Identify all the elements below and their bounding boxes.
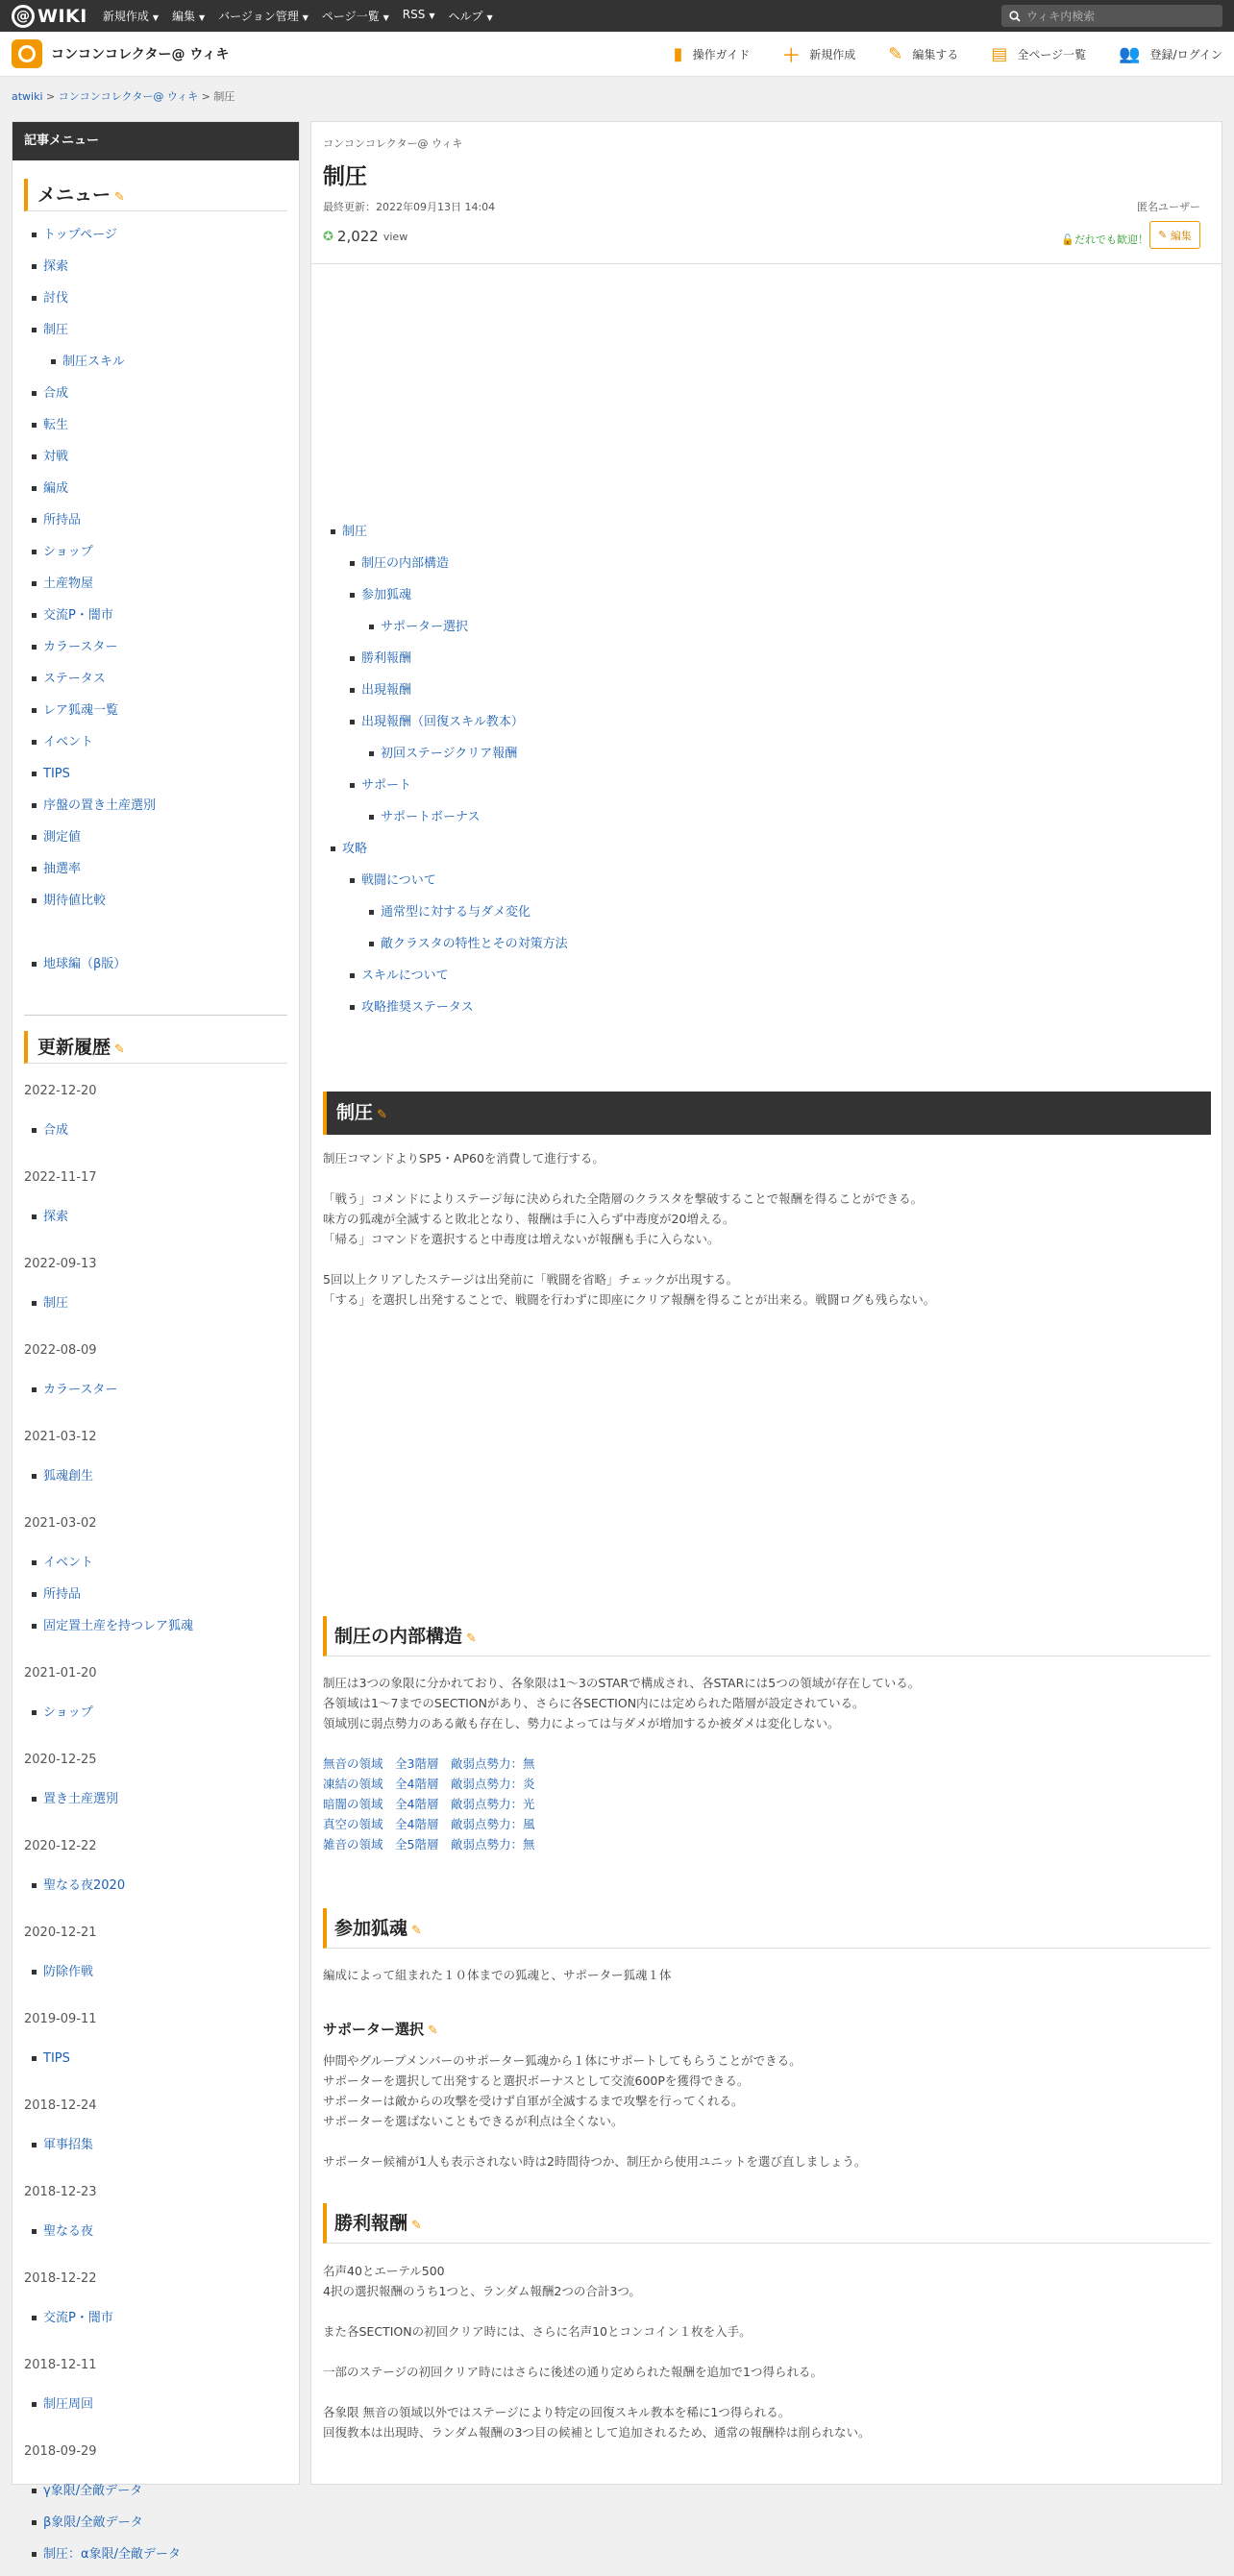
text-line (323, 2301, 870, 2321)
text-line: 領域別に弱点勢力のある敵も存在し、勢力によっては与ダメが増加するか被ダメは変化しない。 (323, 1716, 840, 1730)
toc-item[interactable] (331, 807, 568, 839)
history-item[interactable] (12, 1553, 299, 1584)
history-item[interactable] (12, 1207, 299, 1239)
sidebar (12, 121, 300, 2562)
history-items (12, 2481, 299, 2576)
section-text: 編成によって組まれた１０体までの狐魂と、サポーター狐魂１体 (323, 1968, 672, 1982)
toc-link[interactable]: 初回ステージクリア報酬 (381, 747, 518, 761)
plus-icon: ＋ (782, 45, 801, 66)
site-name[interactable]: コンコンコレクター@ ウィキ (51, 47, 230, 62)
toc-item[interactable] (331, 744, 568, 775)
sidebar-menu-link[interactable]: 期待値比較 (43, 894, 107, 908)
history-item[interactable] (12, 2394, 299, 2426)
toc-item[interactable] (331, 553, 568, 585)
sidebar-menu-link[interactable]: 交流P・闇市 (43, 608, 113, 623)
sidebar-menu-item[interactable] (12, 257, 299, 288)
toc-link[interactable]: スキルについて (361, 969, 449, 983)
history-link[interactable]: 交流P・闇市 (43, 2311, 113, 2325)
sidebar-menu-item[interactable] (12, 478, 299, 510)
toc-link[interactable]: 攻略推奨ステータス (361, 1000, 474, 1015)
history-item[interactable] (12, 1962, 299, 1994)
heading-label: サポーター選択 (323, 2021, 425, 2038)
section-text (323, 1148, 935, 1310)
text-line: 「する」を選択し出発することで、戦闘を行わずに即座にクリア報酬を得ることが出来る。戦闘ログも残らない。 (323, 1292, 936, 1307)
section-heading-structure (323, 1616, 1211, 1656)
history-item[interactable] (12, 1789, 299, 1821)
text-line: 各領域は1～7までのSECTIONがあり、さらに各SECTION内には定められた階層が設定されている。 (323, 1696, 865, 1710)
text-line: 制圧は3つの象限に分かれており、各象限は1～3のSTARで構成され、各STARには5つの領域が存在している。 (323, 1676, 921, 1690)
text-line (323, 2382, 870, 2402)
nav-label: ヘルプ (448, 10, 483, 23)
pencil-icon: ✎ (888, 44, 903, 64)
text-line: 仲間やグループメンバーのサポーター狐魂から１体にサポートしてもらうことができる。 (323, 2053, 802, 2068)
menu-heading (24, 179, 287, 211)
history-link[interactable]: 軍事招集 (43, 2138, 94, 2152)
history-item[interactable] (12, 1703, 299, 1734)
tool-label: 操作ガイド (692, 48, 751, 61)
history-link[interactable]: γ象限/全敵データ (43, 2484, 143, 2498)
history-link[interactable]: 聖なる夜 (43, 2224, 94, 2239)
toc-link[interactable]: 戦闘について (361, 873, 436, 888)
search-input[interactable] (1026, 10, 1209, 23)
subsection-heading-supporter (323, 2019, 438, 2039)
sidebar-menu-link[interactable]: ショップ (43, 545, 93, 559)
history-items (12, 1120, 299, 1152)
history-date: 2021-03-12 (24, 1430, 97, 1444)
history-item[interactable] (12, 2135, 299, 2167)
history-items (12, 2394, 299, 2426)
tool-label: 編集する (912, 48, 959, 61)
sidebar-menu-link[interactable]: 抽選率 (43, 862, 82, 876)
atwiki-logo[interactable] (12, 5, 87, 28)
sidebar-heading: 記事メニュー (12, 122, 299, 160)
history-link[interactable]: 制圧：α象限/全敵データ (43, 2547, 181, 2562)
main-content (310, 121, 1222, 2485)
history-link[interactable]: 制圧周回 (43, 2397, 94, 2412)
history-date: 2018-12-11 (24, 2358, 97, 2372)
text-line: 味方の狐魂が全滅すると敗北となり、報酬は手に入らず中毒度が20増える。 (323, 1212, 735, 1226)
toc-item[interactable] (331, 871, 568, 902)
sidebar-menu-link[interactable]: 所持品 (43, 513, 82, 527)
toc-link[interactable]: 制圧の内部構造 (361, 556, 450, 571)
sidebar-menu-item[interactable] (12, 574, 299, 605)
history-date: 2018-09-29 (24, 2444, 97, 2459)
text-line: 暗闇の領域 全4階層 敵弱点勢力：光 (323, 1797, 535, 1811)
history-item[interactable] (12, 1616, 299, 1648)
sidebar-menu-link[interactable]: 転生 (43, 418, 69, 432)
history-link[interactable]: 探索 (43, 1210, 69, 1224)
pencil-icon[interactable]: ✎ (428, 2024, 438, 2038)
sidebar-menu-link[interactable]: 討伐 (43, 291, 69, 306)
caret-down-icon: ▼ (486, 13, 493, 22)
sidebar-menu-item[interactable] (12, 510, 299, 542)
nav-edit[interactable] (172, 8, 205, 24)
pencil-icon[interactable]: ✎ (114, 1043, 125, 1057)
nav-create[interactable] (103, 8, 159, 24)
toc-link[interactable]: 攻略 (342, 842, 368, 856)
history-date: 2020-12-25 (24, 1753, 97, 1767)
text-line: サポーターを選ばないこともできるが利点は全くない。 (323, 2114, 624, 2128)
toc-item[interactable] (331, 902, 568, 934)
toc-link[interactable]: サポーター選択 (381, 620, 469, 634)
heading-label: 勝利報酬 (334, 2213, 408, 2234)
history-items (12, 2308, 299, 2340)
toc-link[interactable]: サポート (361, 778, 412, 793)
nav-help[interactable] (449, 8, 493, 24)
view-unit: view (383, 230, 408, 243)
document-icon: ▤ (991, 44, 1008, 64)
sidebar-menu-item[interactable] (12, 827, 299, 859)
sidebar-menu-item[interactable] (12, 288, 299, 320)
sidebar-menu-item[interactable] (12, 891, 299, 922)
text-line: 各象限 無音の領域以外ではステージにより特定の回復スキル教本を稀に1つ得られる。 (323, 2405, 791, 2419)
history-item[interactable] (12, 2221, 299, 2253)
page-title: 制圧 (323, 164, 367, 189)
toc-link[interactable]: 制圧 (342, 525, 368, 539)
breadcrumb-site[interactable]: コンコンコレクター@ ウィキ (58, 90, 199, 103)
text-line: 雑音の領域 全5階層 敵弱点勢力：無 (323, 1837, 535, 1852)
section-heading-rewards (323, 2203, 1211, 2244)
history-item[interactable] (12, 1876, 299, 1907)
sidebar-menu-item[interactable] (12, 954, 299, 986)
table-of-contents (331, 522, 568, 1029)
nav-pages[interactable] (322, 8, 389, 24)
toc-item[interactable] (331, 839, 568, 871)
caret-down-icon: ▼ (383, 13, 389, 22)
history-items (12, 1207, 299, 1239)
guide-button[interactable] (674, 44, 751, 64)
text-line: 4択の選択報酬のうち1つと、ランダム報酬2つの合計3つ。 (323, 2284, 641, 2298)
sidebar-menu-link[interactable]: 序盤の置き土産選別 (43, 798, 157, 813)
nav-label: 編集 (172, 10, 196, 23)
text-line: 「戦う」コメンドによりステージ毎に決められた全階層のクラスタを撃破することで報酬を得ることができる。 (323, 1191, 924, 1206)
text-line: また各SECTIONの初回クリア時には、さらに名声10とコンコイン１枚を入手。 (323, 2324, 752, 2339)
sidebar-menu-item[interactable] (12, 447, 299, 478)
toc-item[interactable] (331, 966, 568, 997)
history-link[interactable]: 置き土産選別 (43, 1792, 119, 1806)
text-line: サポーター候補が1人も表示されない時は2時間待つか、制圧から使用ユニットを選び直しましょう。 (323, 2154, 867, 2169)
breadcrumb-current: 制圧 (213, 90, 235, 103)
history-date: 2018-12-24 (24, 2098, 97, 2113)
history-date: 2019-09-11 (24, 2012, 97, 2026)
history-item[interactable] (12, 2308, 299, 2340)
sidebar-menu-item[interactable] (12, 700, 299, 732)
book-icon: ▮ (673, 44, 683, 64)
text-line: 名声40とエーテル500 (323, 2264, 445, 2278)
sidebar-menu-link[interactable]: 制圧 (43, 323, 69, 337)
nav-label: ページ一覧 (321, 10, 380, 23)
site-header (0, 32, 1234, 77)
at-icon: @ (12, 5, 35, 28)
sidebar-menu-item[interactable] (12, 764, 299, 796)
history-date: 2022-09-13 (24, 1257, 97, 1271)
history-link[interactable]: カラースター (43, 1383, 118, 1397)
edit-page-button[interactable] (888, 44, 958, 64)
toc-item[interactable] (331, 522, 568, 553)
section-text (323, 2261, 870, 2442)
nav-label: 新規作成 (102, 10, 149, 23)
sidebar-menu-item[interactable] (12, 796, 299, 827)
text-line (323, 2131, 866, 2151)
sidebar-menu-item[interactable] (12, 383, 299, 415)
breadcrumb (12, 88, 234, 104)
history-items (12, 1466, 299, 1498)
last-updated: 最終更新：2022年09月13日 14:04 (323, 201, 496, 213)
history-link[interactable]: 合成 (43, 1123, 69, 1138)
sidebar-menu-link[interactable]: レア狐魂一覧 (43, 703, 119, 718)
text-line: 一部のステージの初回クリア時にはさらに後述の通り定められた報酬を追加で1つ得られる。 (323, 2365, 823, 2379)
sidebar-menu-item[interactable] (12, 859, 299, 891)
history-item[interactable] (12, 1293, 299, 1325)
text-line: サポーターを選択して出発すると選択ボーナスとして交流600Pを獲得できる。 (323, 2073, 750, 2088)
realm-list (323, 1754, 534, 1854)
text-line (323, 2342, 870, 2362)
history-link[interactable]: 制圧 (43, 1296, 69, 1311)
breadcrumb-home[interactable]: atwiki (12, 90, 43, 103)
top-bar (0, 0, 1234, 32)
author: 匿名ユーザー (1137, 201, 1200, 213)
history-date: 2022-08-09 (24, 1343, 97, 1358)
history-link[interactable]: 聖なる夜2020 (43, 1878, 126, 1893)
section-text (323, 2050, 866, 2171)
pencil-icon[interactable]: ✎ (411, 1924, 422, 1938)
history-item[interactable] (12, 2049, 299, 2080)
tool-label: 登録/ログイン (1149, 48, 1222, 61)
history-date: 2021-01-20 (24, 1666, 97, 1681)
all-pages-button[interactable] (991, 44, 1086, 64)
toc-item[interactable] (331, 997, 568, 1029)
top-nav (103, 8, 506, 24)
toc-link[interactable]: 勝利報酬 (361, 651, 412, 666)
history-date: 2018-12-23 (24, 2185, 97, 2199)
menu-heading-label: メニュー (37, 184, 111, 206)
history-items (12, 1293, 299, 1325)
history-link[interactable]: 狐魂創生 (43, 1469, 94, 1484)
heading-label: 制圧 (336, 1102, 374, 1123)
text-line (323, 1168, 935, 1189)
tool-label: 新規作成 (809, 48, 856, 61)
breadcrumb-sep: > (201, 90, 210, 103)
toc-link[interactable]: サポートボーナス (381, 810, 481, 824)
pencil-icon: ✎ (1158, 229, 1168, 241)
history-link[interactable]: ショップ (43, 1705, 93, 1720)
caret-down-icon: ▼ (429, 12, 435, 20)
history-items (12, 1789, 299, 1821)
nav-rss[interactable] (403, 8, 435, 24)
history-date: 2022-11-17 (24, 1170, 97, 1185)
history-item[interactable] (12, 1120, 299, 1152)
sidebar-menu (12, 225, 299, 986)
history-item[interactable] (12, 1584, 299, 1616)
sidebar-menu-item[interactable] (12, 542, 299, 574)
toc-item[interactable] (331, 649, 568, 680)
history-items (12, 1703, 299, 1734)
sidebar-menu-link[interactable]: トップページ (43, 228, 117, 242)
history-items (12, 2049, 299, 2080)
history-link[interactable]: 所持品 (43, 1587, 82, 1602)
sidebar-menu-link[interactable]: 制圧スキル (62, 355, 125, 369)
text-line: 回復教本は出現時、ランダム報酬の3つ目の候補として追加されるため、通常の報酬枠は削られない。 (323, 2425, 871, 2440)
sidebar-menu-link[interactable]: 合成 (43, 386, 69, 401)
pencil-icon[interactable]: ✎ (466, 1631, 477, 1646)
header-tools (641, 32, 1222, 77)
nav-version[interactable] (218, 8, 308, 24)
breadcrumb-sep: > (46, 90, 56, 103)
section-heading-seiatsu (323, 1092, 1211, 1135)
history-item[interactable] (12, 2481, 299, 2513)
sidebar-menu-link[interactable]: TIPS (43, 767, 70, 781)
sidebar-menu-link[interactable]: ステータス (43, 672, 106, 686)
nav-label: バージョン管理 (218, 10, 299, 23)
history-date: 2022-12-20 (24, 1084, 97, 1098)
sidebar-menu-link[interactable]: 地球編（β版） (43, 957, 127, 971)
toc-link[interactable]: 参加狐魂 (361, 588, 412, 602)
toc-item[interactable] (331, 712, 568, 744)
history-items (12, 2221, 299, 2253)
logo-text: WIKI (37, 5, 87, 27)
pencil-icon[interactable]: ✎ (411, 2219, 422, 2233)
award-icon: ✪ (323, 229, 333, 244)
history-date: 2018-12-22 (24, 2271, 97, 2286)
sidebar-menu-link[interactable]: 測定値 (43, 830, 82, 845)
divider (24, 1015, 287, 1016)
history-link[interactable]: 防除作戦 (43, 1965, 94, 1979)
caret-down-icon: ▼ (199, 13, 206, 22)
history-items (12, 1962, 299, 1994)
toc-item[interactable] (331, 775, 568, 807)
caret-down-icon: ▼ (302, 13, 308, 22)
sidebar-menu-item[interactable] (12, 605, 299, 637)
view-number: 2,022 (336, 228, 379, 245)
welcome-badge[interactable] (1061, 232, 1148, 247)
text-line: 5回以上クリアしたステージは出発前に「戦闘を省略」チェックが出現する。 (323, 1272, 739, 1287)
sidebar-menu-link[interactable]: 編成 (43, 481, 69, 496)
history-items (12, 1380, 299, 1411)
toc-link[interactable]: 通常型に対する与ダメ変化 (381, 905, 531, 920)
toc-link[interactable]: 出現報酬（回復スキル教本） (361, 715, 524, 729)
text-line: 「帰る」コマンドを選択すると中毒度は増えないが報酬も手に入らない。 (323, 1232, 720, 1246)
toc-item[interactable] (331, 934, 568, 966)
history-link[interactable]: 固定置土産を持つレア狐魂 (43, 1619, 194, 1633)
sidebar-menu-link[interactable]: 対戦 (43, 450, 69, 464)
history-date: 2021-03-02 (24, 1516, 97, 1531)
sidebar-menu-item[interactable] (12, 415, 299, 447)
sidebar-menu-link[interactable]: イベント (43, 735, 94, 749)
heading-label: 制圧の内部構造 (334, 1626, 463, 1647)
history-date: 2020-12-21 (24, 1926, 97, 1940)
users-icon: 👥 (1119, 44, 1141, 64)
search-box (1001, 5, 1222, 27)
welcome-label: だれでも歓迎！ (1074, 233, 1148, 246)
history-item[interactable] (12, 2513, 299, 2544)
pencil-icon[interactable]: ✎ (377, 1108, 387, 1122)
history-heading (24, 1031, 287, 1064)
history-heading-label: 更新履歴 (37, 1037, 111, 1058)
sidebar-menu-item[interactable] (12, 637, 299, 669)
text-line (323, 1249, 935, 1269)
caret-down-icon: ▼ (152, 13, 159, 22)
sidebar-menu-item[interactable] (12, 320, 299, 352)
update-history (12, 1081, 299, 2576)
text-line: 制圧コマンドよりSP5・AP60を消費して進行する。 (323, 1151, 605, 1165)
site-label: コンコンコレクター@ ウィキ (323, 137, 463, 150)
sidebar-menu-item[interactable] (12, 732, 299, 764)
toc-item[interactable] (331, 680, 568, 712)
section-text (323, 1673, 920, 1733)
toc-item[interactable] (331, 585, 568, 617)
text-line: 凍結の領域 全4階層 敵弱点勢力：炎 (323, 1777, 535, 1791)
site-logo-icon[interactable] (12, 39, 42, 68)
sidebar-menu-link[interactable]: 探索 (43, 259, 69, 274)
edit-button[interactable] (1149, 221, 1200, 249)
history-item[interactable] (12, 2544, 299, 2576)
pencil-icon[interactable]: ✎ (114, 190, 125, 205)
history-link[interactable]: TIPS (43, 2051, 70, 2066)
divider (311, 263, 1222, 264)
text-line: サポーターは敵からの攻撃を受けず自軍が全滅するまで攻撃を行ってくれる。 (323, 2094, 744, 2108)
history-items (12, 2135, 299, 2167)
text-line: 無音の領域 全3階層 敵弱点勢力：無 (323, 1756, 535, 1771)
login-button[interactable] (1119, 44, 1222, 64)
heading-label: 参加狐魂 (334, 1918, 408, 1939)
history-link[interactable]: β象限/全敵データ (43, 2515, 143, 2530)
history-link[interactable]: イベント (43, 1556, 94, 1570)
sidebar-menu-item[interactable] (12, 352, 299, 383)
sidebar-menu-link[interactable]: カラースター (43, 640, 118, 654)
unlock-icon: 🔓 (1061, 233, 1074, 246)
toc-item[interactable] (331, 617, 568, 649)
history-item[interactable] (12, 1380, 299, 1411)
search-icon (1009, 11, 1021, 22)
view-count (323, 228, 407, 245)
sidebar-menu-item[interactable] (12, 225, 299, 257)
edit-label: 編集 (1170, 229, 1192, 242)
toc-link[interactable]: 敵クラスタの特性とその対策方法 (381, 937, 568, 951)
toc-link[interactable]: 出現報酬 (361, 683, 412, 698)
section-heading-participants (323, 1908, 1211, 1949)
history-date: 2020-12-22 (24, 1839, 97, 1853)
history-items (12, 1876, 299, 1907)
create-button[interactable] (782, 42, 855, 67)
sidebar-menu-item[interactable] (12, 669, 299, 700)
text-line: 真空の領域 全4階層 敵弱点勢力：風 (323, 1817, 535, 1831)
tool-label: 全ページ一覧 (1017, 48, 1087, 61)
sidebar-menu-link[interactable]: 土産物屋 (43, 577, 94, 591)
history-items (12, 1553, 299, 1648)
history-item[interactable] (12, 1466, 299, 1498)
nav-label: RSS (402, 8, 426, 21)
